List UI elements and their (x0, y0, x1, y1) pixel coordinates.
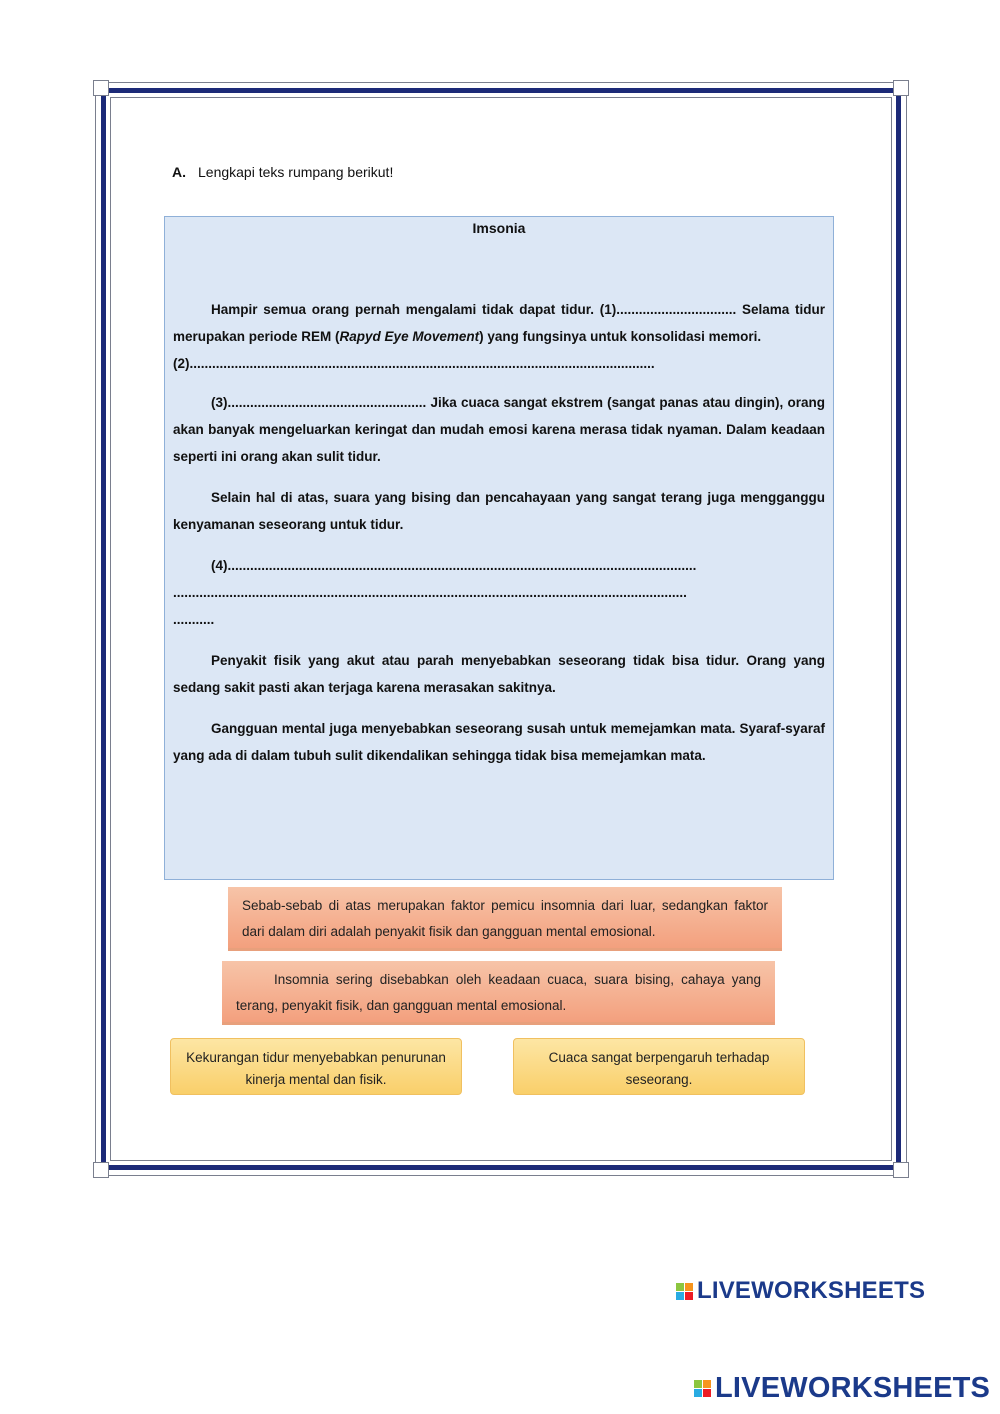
liveworksheets-logo-footer (694, 1372, 990, 1405)
paragraph-2: (3)..................................................... Jika cuaca sangat ekstrem (sangat panas atau dingin), orang akan banyak mengeluarkan keringat dan mudah emosi karena merasa tidak nyaman. Dalam keadaan seperti ini orang akan sulit tidur. (173, 395, 825, 464)
instruction-heading (172, 164, 393, 180)
paragraph-1-text-a: Hampir semua orang pernah mengalami tidak dapat tidur. (1)................................ Selama tidur merupakan periode REM ( (173, 302, 825, 344)
passage-title: Imsonia (472, 220, 526, 236)
blank-2[interactable]: (2)............................................................................................................................ (173, 356, 655, 371)
logo-mark-icon (676, 1283, 693, 1300)
logo-text: LIVEWORKSHEETS (697, 1277, 926, 1304)
answer-option-3[interactable]: Kekurangan tidur menyebabkan penurunan kinerja mental dan fisik. (170, 1038, 462, 1095)
paragraph-5: Penyakit fisik yang akut atau parah menyebabkan seseorang tidak bisa tidur. Orang yang sedang sakit pasti akan terjaga karena merasakan sakitnya. (173, 653, 825, 695)
logo-text: LIVEWORKSHEETS (715, 1372, 991, 1404)
blank-4-line-2[interactable]: ......................................................................................................................................... (173, 585, 687, 600)
paragraph-6: Gangguan mental juga menyebabkan seseorang susah untuk memejamkan mata. Syaraf-syaraf yang ada di dalam tubuh sulit dikendalikan sehingga tidak bisa memejamkan mata. (173, 721, 825, 763)
answer-option-2[interactable]: Insomnia sering disebabkan oleh keadaan cuaca, suara bising, cahaya yang terang, penyakit fisik, dan gangguan mental emosional. (222, 961, 775, 1025)
instruction-number: A. (172, 164, 186, 180)
paragraph-1 (173, 296, 825, 377)
blank-4-line-3[interactable]: ........... (173, 612, 215, 627)
passage-box (164, 216, 834, 880)
instruction-text: Lengkapi teks rumpang berikut! (198, 164, 394, 180)
answer-option-4[interactable]: Cuaca sangat berpengaruh terhadap seseorang. (513, 1038, 805, 1095)
paragraph-4-blank[interactable] (173, 552, 825, 633)
answer-option-1[interactable]: Sebab-sebab di atas merupakan faktor pemicu insomnia dari luar, sedangkan faktor dari dalam diri adalah penyakit fisik dan gangguan mental emosional. (228, 887, 782, 951)
paragraph-3: Selain hal di atas, suara yang bising dan pencahayaan yang sangat terang juga mengganggu kenyamanan seseorang untuk tidur. (173, 490, 825, 532)
liveworksheets-logo (676, 1277, 925, 1305)
paragraph-1-italic: Rapyd Eye Movement (339, 329, 480, 344)
blank-4-line-1[interactable]: (4)............................................................................................................................. (211, 558, 697, 573)
logo-mark-icon (694, 1380, 711, 1397)
paragraph-1-text-b: ) yang fungsinya untuk konsolidasi memori. (479, 329, 762, 344)
